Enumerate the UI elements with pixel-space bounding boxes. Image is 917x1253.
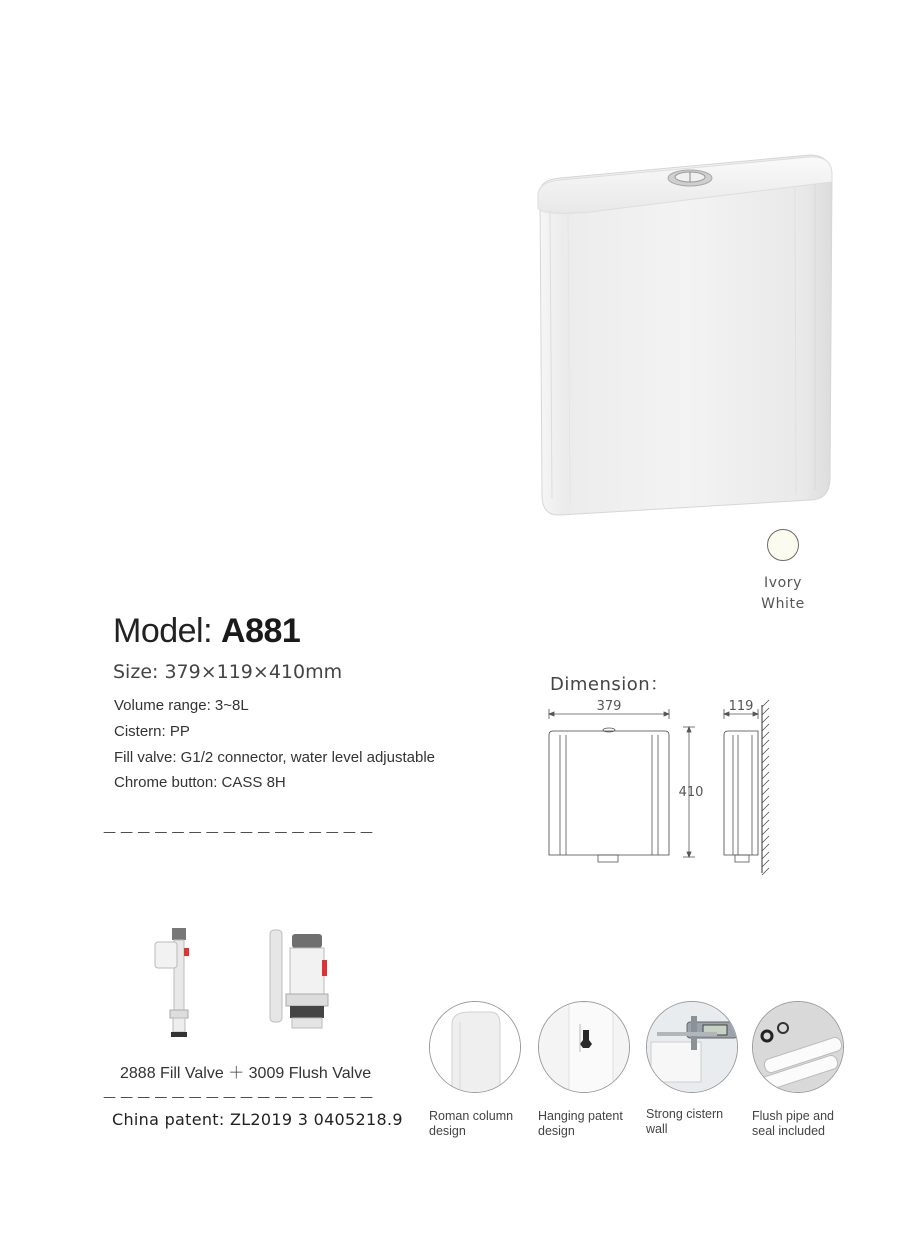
feature-caption-line1: Roman column <box>429 1109 514 1123</box>
dimension-height-label: 410 <box>678 785 704 800</box>
feature-caption-roman-column <box>429 1109 539 1139</box>
china-patent: China patent: ZL2019 3 0405218.9 <box>112 1110 403 1129</box>
valves-caption: 2888 Fill Valve ＋ 3009 Flush Valve <box>120 1065 372 1082</box>
model-code: A881 <box>221 612 301 650</box>
feature-hanging-patent <box>538 1001 630 1139</box>
valves-image <box>140 920 370 1040</box>
color-label-line1: Ivory <box>763 575 803 591</box>
dimension-title: Dimension： <box>550 674 669 695</box>
feature-caption-line2: design <box>429 1124 466 1138</box>
spec-fill-valve: Fill valve: G1/2 connector, water level adjustable <box>114 749 435 766</box>
fill-valve-icon <box>155 928 189 1037</box>
divider-dashed-2: — — — — — — — — — — — — — — — — <box>103 1090 373 1105</box>
color-label-line2: White <box>761 596 805 612</box>
size-spec: Size: 379×119×410mm <box>113 661 343 683</box>
color-swatch-label <box>748 573 818 615</box>
feature-caption-line2: seal included <box>752 1124 825 1138</box>
feature-caption-flush-pipe-seal <box>752 1109 862 1139</box>
dimension-depth-label: 119 <box>728 699 754 714</box>
feature-caption-line1: Hanging patent <box>538 1109 623 1123</box>
caliper-wall-photo-icon <box>646 1001 738 1093</box>
dimension-width-label: 379 <box>596 699 622 714</box>
spec-volume-range: Volume range: 3~8L <box>114 697 249 714</box>
divider-dashed-1: — — — — — — — — — — — — — — — — <box>103 825 373 840</box>
cistern-product-image <box>530 150 840 525</box>
feature-caption-hanging-patent <box>538 1109 648 1139</box>
model-heading <box>113 612 300 651</box>
flush-valve-icon <box>270 930 328 1028</box>
dimension-drawing <box>540 695 780 880</box>
feature-caption-line2: wall <box>646 1122 668 1136</box>
feature-caption-line1: Strong cistern <box>646 1107 724 1121</box>
feature-strong-wall <box>646 1001 738 1137</box>
feature-caption-line2: design <box>538 1124 575 1138</box>
spec-chrome-button: Chrome button: CASS 8H <box>114 774 286 791</box>
feature-caption-strong-wall <box>646 1107 756 1137</box>
color-swatch-ivory-white <box>767 529 799 561</box>
feature-roman-column <box>429 1001 521 1139</box>
hanging-hook-photo-icon <box>538 1001 630 1093</box>
spec-cistern-material: Cistern: PP <box>114 723 190 740</box>
feature-flush-pipe-seal <box>752 1001 844 1139</box>
feature-caption-line1: Flush pipe and <box>752 1109 835 1123</box>
roman-column-photo-icon <box>429 1001 521 1093</box>
flush-pipe-seal-photo-icon <box>752 1001 844 1093</box>
model-label: Model: <box>113 612 213 650</box>
